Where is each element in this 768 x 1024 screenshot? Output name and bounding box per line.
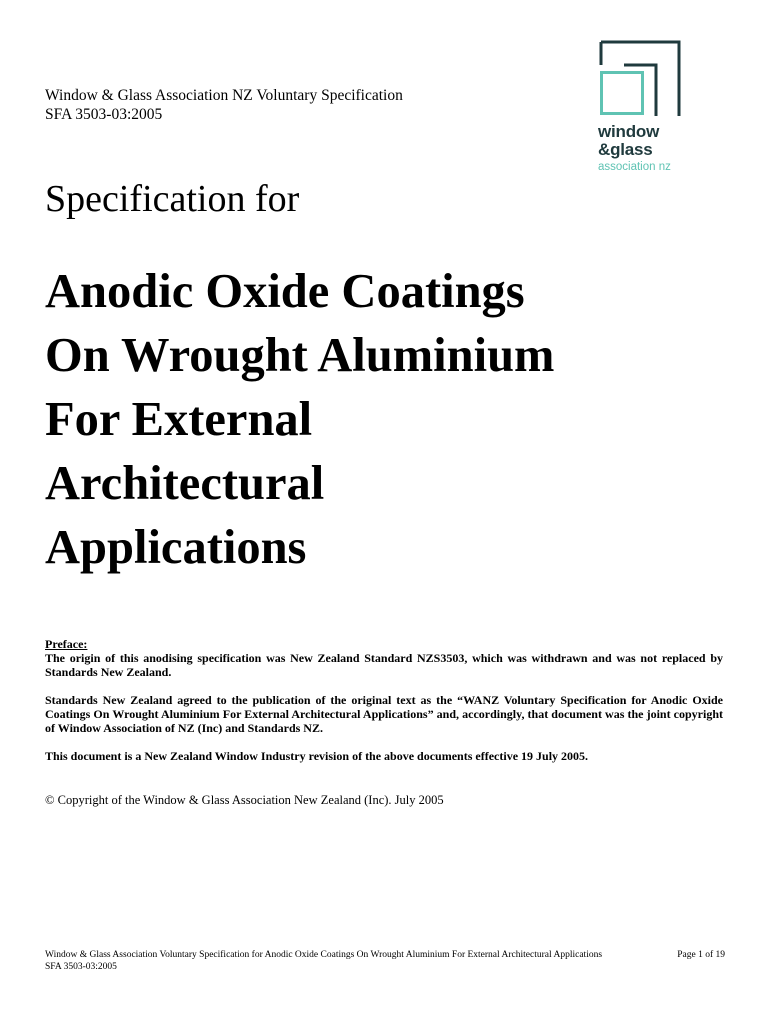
preface-title: Preface:: [45, 637, 88, 651]
logo-wordmark: [598, 123, 671, 175]
preface-section: [45, 637, 723, 763]
logo-word-window: window: [598, 122, 660, 141]
title-line: Architectural: [45, 457, 325, 510]
copyright-notice: © Copyright of the Window & Glass Association New Zealand (Inc). July 2005: [45, 793, 444, 807]
title-line: Applications: [45, 521, 307, 574]
footer-doc-info: [45, 949, 602, 973]
logo-mark-icon: [598, 39, 682, 119]
title-line: Anodic Oxide Coatings: [45, 265, 525, 318]
header-doc-number: SFA 3503-03:2005: [45, 106, 163, 123]
footer-doc-number: SFA 3503-03:2005: [45, 962, 117, 972]
header-doc-type: Voluntary Specification: [252, 87, 403, 104]
association-logo: [598, 39, 684, 179]
page-number: Page 1 of 19: [677, 950, 725, 960]
title-line: For External: [45, 393, 313, 446]
spec-for-heading: Specification for: [45, 178, 300, 220]
preface-paragraph: The origin of this anodising specification was New Zealand Standard NZS3503, which was withdrawn and was not replaced by Standards New Zealand.: [45, 651, 723, 679]
header-org-name: Window & Glass Association NZ: [45, 87, 253, 104]
logo-word-association: association nz: [598, 161, 671, 173]
logo-word-glass: &glass: [598, 140, 653, 159]
document-title: [45, 260, 735, 580]
preface-paragraph: This document is a New Zealand Window Industry revision of the above documents effective 19 July 2005.: [45, 749, 589, 763]
footer-doc-title: Window & Glass Association Voluntary Specification for Anodic Oxide Coatings On Wrought Aluminium For External Architectural Applications: [45, 950, 603, 960]
preface-paragraph: Standards New Zealand agreed to the publication of the original text as the “WANZ Voluntary Specification for Anodic Oxide Coatings On Wrought Aluminium For External Architectural Applications” and, accordingly, that document was the joint copyright of Window Association of NZ (Inc) and Standards NZ.: [45, 693, 723, 735]
title-line: On Wrought Aluminium: [45, 329, 555, 382]
header-title: [45, 86, 403, 105]
